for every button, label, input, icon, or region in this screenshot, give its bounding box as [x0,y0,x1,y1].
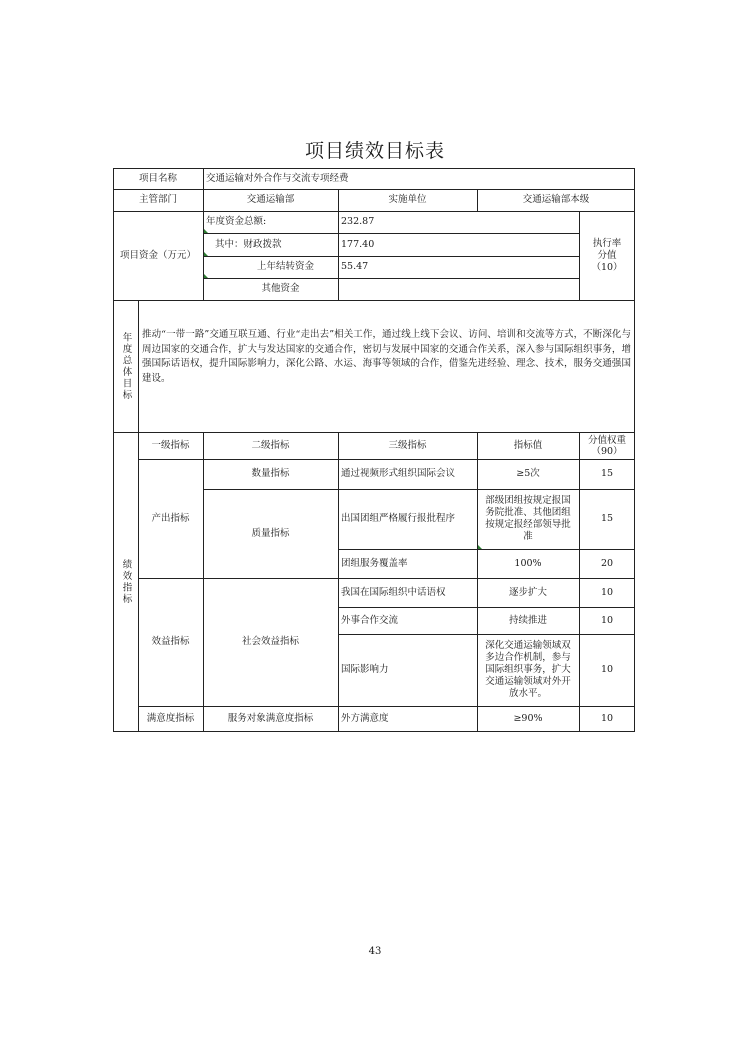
level2-quantity: 数量指标 [251,468,290,479]
level3-cell: 出国团组严格履行报批程序 [341,513,456,524]
level3-cell: 外方满意度 [341,713,389,724]
page-number: 43 [368,946,382,957]
value-cell: ≥90% [513,713,543,724]
score-cell: 10 [600,713,614,724]
value-cell: 100% [514,557,542,569]
level1-output: 产出指标 [151,512,190,524]
value-cell: 深化交通运输领域双多边合作机制，参与国际组织事务，扩大交通运输领域对外开放水平。 [485,640,571,699]
project-name-value: 交通运输对外合作与交流专项经费 [206,172,349,184]
score-cell: 10 [600,664,614,675]
funds-label: 项目资金（万元） [119,249,196,261]
score-cell: 10 [600,614,614,626]
unit-value: 交通运输部本级 [522,194,590,205]
level2-social-benefit: 社会效益指标 [241,636,299,647]
funds-total-value: 232.87 [341,216,375,227]
performance-table [113,168,635,732]
score-cell: 15 [600,513,614,524]
annual-goal-text: 推动“一带一路”交通互联互通、行业“走出去”相关工作，通过线上线下会议、访问、培训和交流等方式，不断深化与周边国家的交通合作，扩大与发达国家的交通合作，密切与发展中国家的交通合作关系，深入参与国际组织事务，增强国际话语权，提升国际影响力，深化公路、水运、海事等领域的合作，借鉴先进经验、理念、技术，服务交通强国建设。 [142,329,631,384]
level1-benefit: 效益指标 [151,636,190,647]
score-cell: 10 [600,586,614,598]
cell-marker [204,274,208,278]
score-cell: 15 [600,468,614,479]
funds-other-label: 其他资金 [261,283,300,294]
level3-cell: 通过视频形式组织国际会议 [341,468,456,479]
header-level1: 一级指标 [151,439,190,451]
score-cell: 20 [600,557,614,569]
header-level3: 三级指标 [388,439,427,451]
level1-satisfaction: 满意度指标 [146,713,195,724]
level2-quality: 质量指标 [251,527,290,539]
cell-marker [204,229,208,233]
value-cell: 逐步扩大 [508,586,547,598]
page-title: 项目绩效目标表 [304,140,445,162]
value-cell: ≥5次 [516,468,540,479]
funds-total-label: 年度资金总额: [206,216,267,227]
funds-fiscal-value: 177.40 [341,238,375,250]
funds-carryover-label: 上年结转资金 [256,261,314,272]
dept-label: 主管部门 [138,194,177,205]
header-score: 分值权重（90） [587,434,626,457]
funds-score-label: 执行率分值（10） [591,237,623,273]
value-cell: 部级团组按规定报国务院批准、其他团组按规定报经部领导批准 [485,495,571,542]
header-level2: 二级指标 [251,439,290,451]
funds-fiscal-label: 其中：财政拨款 [215,238,282,250]
funds-other-value [338,278,579,300]
unit-label: 实施单位 [388,194,427,205]
dept-value: 交通运输部 [246,194,295,205]
level3-cell: 外事合作交流 [341,614,399,626]
project-name-label: 项目名称 [138,172,177,184]
cell-marker [478,545,482,549]
header-value: 指标值 [513,439,543,451]
level3-cell: 国际影响力 [341,664,389,675]
cell-marker [204,252,208,256]
level3-cell: 团组服务覆盖率 [341,557,408,569]
level3-cell: 我国在国际组织中话语权 [341,586,446,598]
value-cell: 持续推进 [508,614,547,626]
indicators-section-label: 绩效指标 [120,559,132,605]
funds-carryover-value: 55.47 [341,261,369,272]
level2-service-satisfaction: 服务对象满意度指标 [227,713,314,724]
annual-goal-label: 年度总体目标 [120,331,132,401]
